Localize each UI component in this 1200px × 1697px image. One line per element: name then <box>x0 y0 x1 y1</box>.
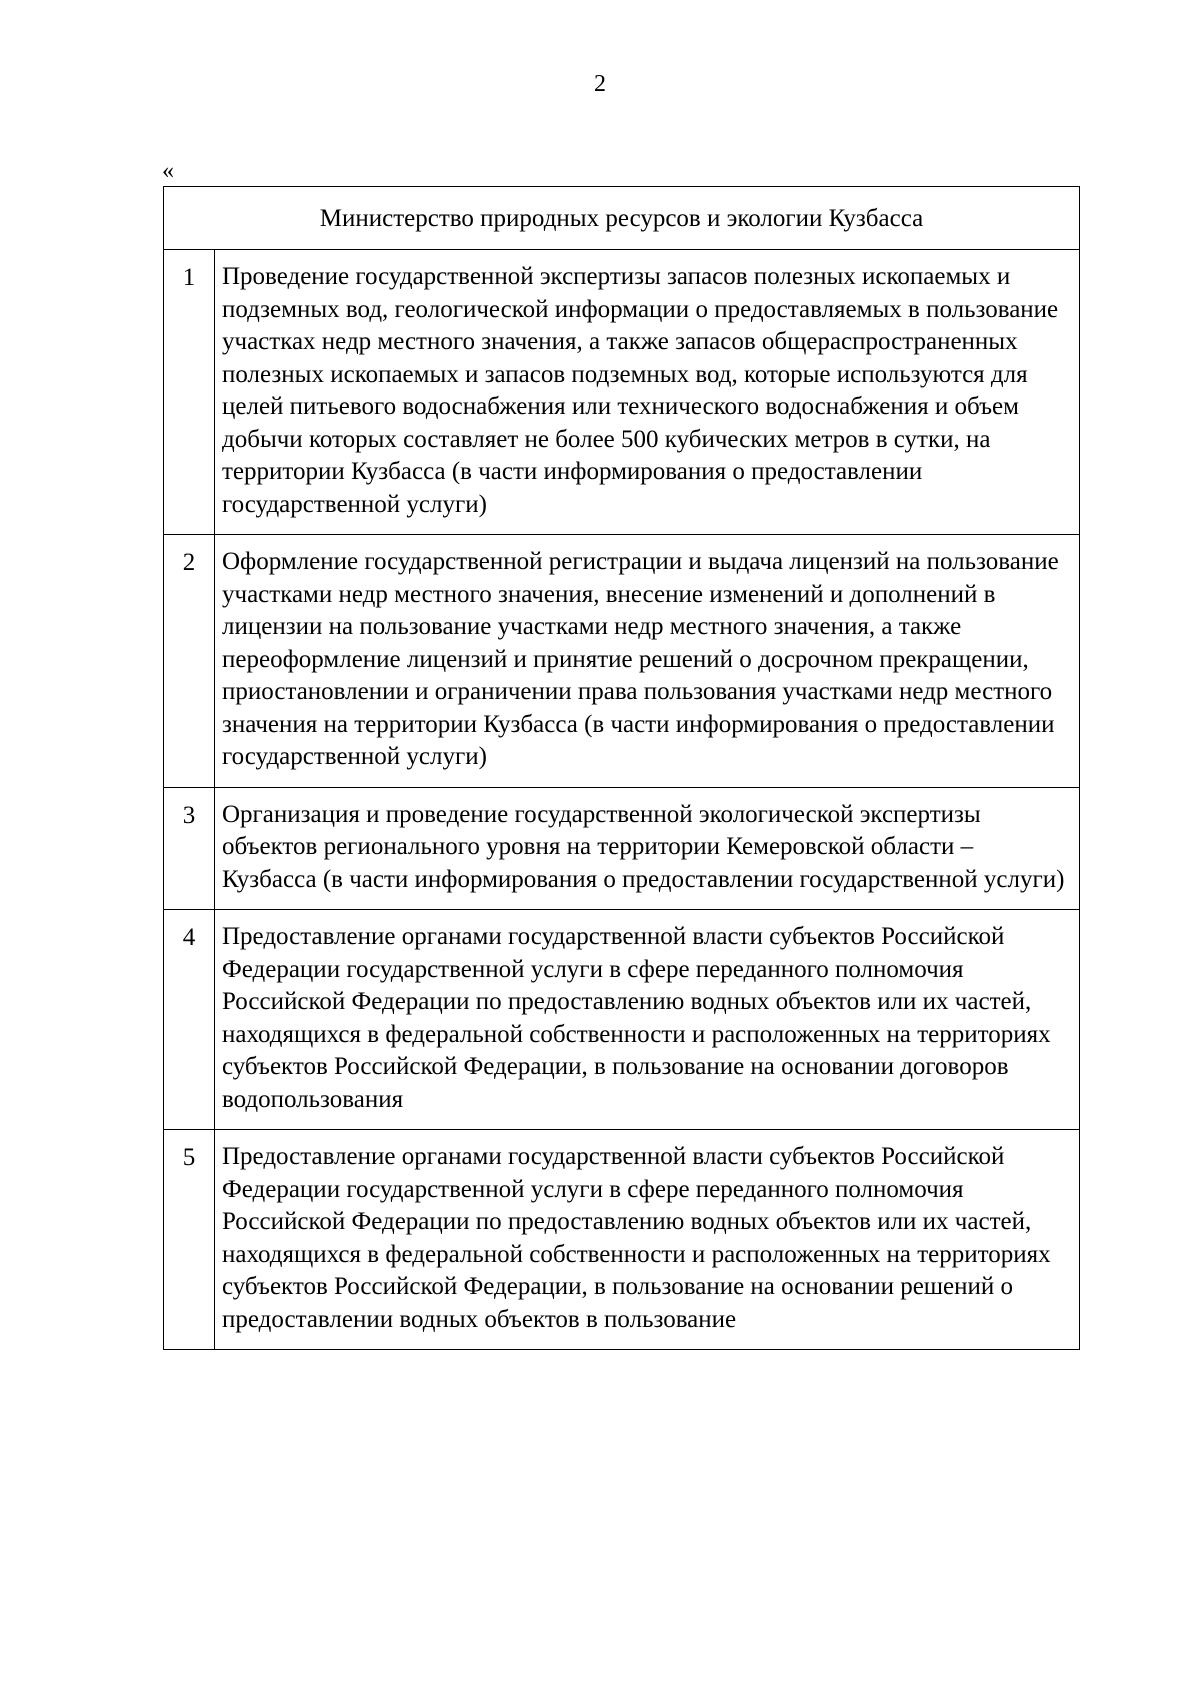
row-number: 5 <box>164 1130 215 1350</box>
row-number: 2 <box>164 535 215 788</box>
row-number: 1 <box>164 250 215 535</box>
row-service-text: Организация и проведение государственной экологической экспертизы объектов регионального уровня на территории Кемеровской области – Кузбасса (в части информирования о предоставлении государственной услуги) <box>215 787 1080 910</box>
row-service-text: Проведение государственной экспертизы запасов полезных ископаемых и подземных вод, геологической информации о предоставляемых в пользование участках недр местного значения, а также запасов общераспространенных полезных ископаемых и запасов подземных вод, которые используются для целей питьевого водоснабжения или технического водоснабжения и объем добычи которых составляет не более 500 кубических метров в сутки, на территории Кузбасса (в части информирования о предоставлении государственной услуги) <box>215 250 1080 535</box>
table-row <box>164 910 1080 1130</box>
table-header-row <box>164 187 1080 250</box>
table-row <box>164 535 1080 788</box>
row-number: 4 <box>164 910 215 1130</box>
page-number: 2 <box>594 71 606 97</box>
table-row <box>164 1130 1080 1350</box>
row-service-text: Предоставление органами государственной власти субъектов Российской Федерации государственной услуги в сфере переданного полномочия Российской Федерации по предоставлению водных объектов или их частей, находящихся в федеральной собственности и расположенных на территориях субъектов Российской Федерации, в пользование на основании решений о предоставлении водных объектов в пользование <box>215 1130 1080 1350</box>
table-row <box>164 250 1080 535</box>
opening-quote-mark: « <box>162 158 174 184</box>
table-row <box>164 787 1080 910</box>
row-service-text: Оформление государственной регистрации и выдача лицензий на пользование участками недр местного значения, внесение изменений и дополнений в лицензии на пользование участками недр местного значения, а также переоформление лицензий и принятие решений о досрочном прекращении, приостановлении и ограничении права пользования участками недр местного значения на территории Кузбасса (в части информирования о предоставлении государственной услуги) <box>215 535 1080 788</box>
table-header-ministry: Министерство природных ресурсов и экологии Кузбасса <box>164 187 1080 250</box>
row-number: 3 <box>164 787 215 910</box>
services-table <box>163 186 1080 1350</box>
row-service-text: Предоставление органами государственной власти субъектов Российской Федерации государственной услуги в сфере переданного полномочия Российской Федерации по предоставлению водных объектов или их частей, находящихся в федеральной собственности и расположенных на территориях субъектов Российской Федерации, в пользование на основании договоров водопользования <box>215 910 1080 1130</box>
